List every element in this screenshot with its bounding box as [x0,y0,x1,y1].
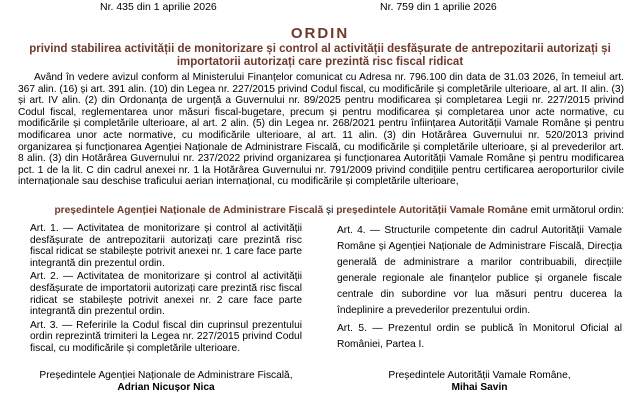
signature-left [30,370,302,394]
signature-right-name: Mihai Savin [451,382,508,393]
article-3: Art. 3. — Referirile la Codul fiscal din cuprinsul prezentului ordin reprezintă trimiteri la Legea nr. 227/2015 privind Codul fiscal, cu modificările și completările ulterioare. [30,319,302,354]
issuing-tail: emit următorul ordin: [527,205,624,216]
order-number-right: Nr. 759 din 1 aprilie 2026 [380,1,497,13]
issuing-statement [18,205,624,217]
issuer-anaf: președintele Agenției Naționale de Administrare Fiscală [54,205,324,216]
preamble-paragraph: Având în vedere avizul conform al Ministerului Finanțelor comunicat cu Adresa nr. 796.100 din data de 31.03 2026, în temeiul art. 367 alin. (16) și art. 391 alin. (10) din Legea nr. 227/2015 privind Codul fiscal, cu modificările și completările ulterioare, al art. II alin. (3) și art. IV alin. (2) din Ordonanța de urgență a Guvernului nr. 89/2025 pentru modificarea și completarea Legii nr. 227/2015 privind Codul fiscal, reglementarea unor măsuri fiscal-bugetare, precum și pentru modificarea și completarea unor acte normative, cu modificările și completările ulterioare, al art. 2 alin. (5) din Legea nr. 268/2021 pentru înființarea Autorității Vamale Române și pentru modificarea unor acte normative, cu modificările ulterioare, al art. 11 alin. (3) din Hotărârea Guvernului nr. 520/2013 privind organizarea și funcționarea Agenției Naționale de Administrare Fiscală, cu modificările și completările ulterioare, și al prevederilor art. 8 alin. (3) din Hotărârea Guvernului nr. 237/2022 privind organizarea și funcționarea Autorității Vamale Române și pentru modificarea pct. 1 de la lit. C din cadrul anexei nr. 1 la Hotărârea Guvernului nr. 791/2009 privind condițiile pentru certificarea aeroporturilor civile internaționale sau deschise traficului aerian internațional, cu modificările și completările ulterioare, [18,72,624,188]
signature-right-role: Președintele Autorității Vamale Române, [388,370,571,381]
document-subtitle: privind stabilirea activității de monitorizare și control al activității desfășurate de antrepozitarii autorizați și importatorii autorizați care prezintă risc fiscal ridicat [29,43,611,68]
order-number-left: Nr. 435 din 1 aprilie 2026 [100,1,217,13]
document-title: ORDIN [290,25,350,42]
issuer-customs: președintele Autorității Vamale Române [336,205,528,216]
articles-left-column [30,223,302,357]
article-1: Art. 1. — Activitatea de monitorizare și control al activității desfășurate de antrepozitarii autorizați care prezintă risc fiscal ridicat se stabilește potrivit anexei nr. 1 care face parte integrantă din prezentul ordin. [30,223,302,269]
article-5: Art. 5. — Prezentul ordin se publică în Monitorul Oficial al României, Partea I. [337,323,622,350]
article-2: Art. 2. — Activitatea de monitorizare și control al activității desfășurate de importatorii autorizați care prezintă risc fiscal ridicat se stabilește potrivit anexei nr. 2 care face parte integrantă din prezentul ordin. [30,271,302,318]
signature-left-role: Președintele Agenției Naționale de Administrare Fiscală, [39,370,293,381]
signature-left-name: Adrian Nicușor Nica [117,382,215,393]
signature-right [337,370,622,394]
issuer-conjunction: și [323,205,337,216]
article-4: Art. 4. — Structurile competente din cadrul Autorității Vamale Române și Agenției Naționale de Administrare Fiscală, Direcția generală de administrare a marilor contribuabili, direcțiile generale regionale ale finanțelor publice și organele fiscale centrale din subordine vor lua măsuri pentru ducerea la îndeplinire a prevederilor prezentului ordin. [337,225,622,316]
articles-right-column [337,223,622,355]
